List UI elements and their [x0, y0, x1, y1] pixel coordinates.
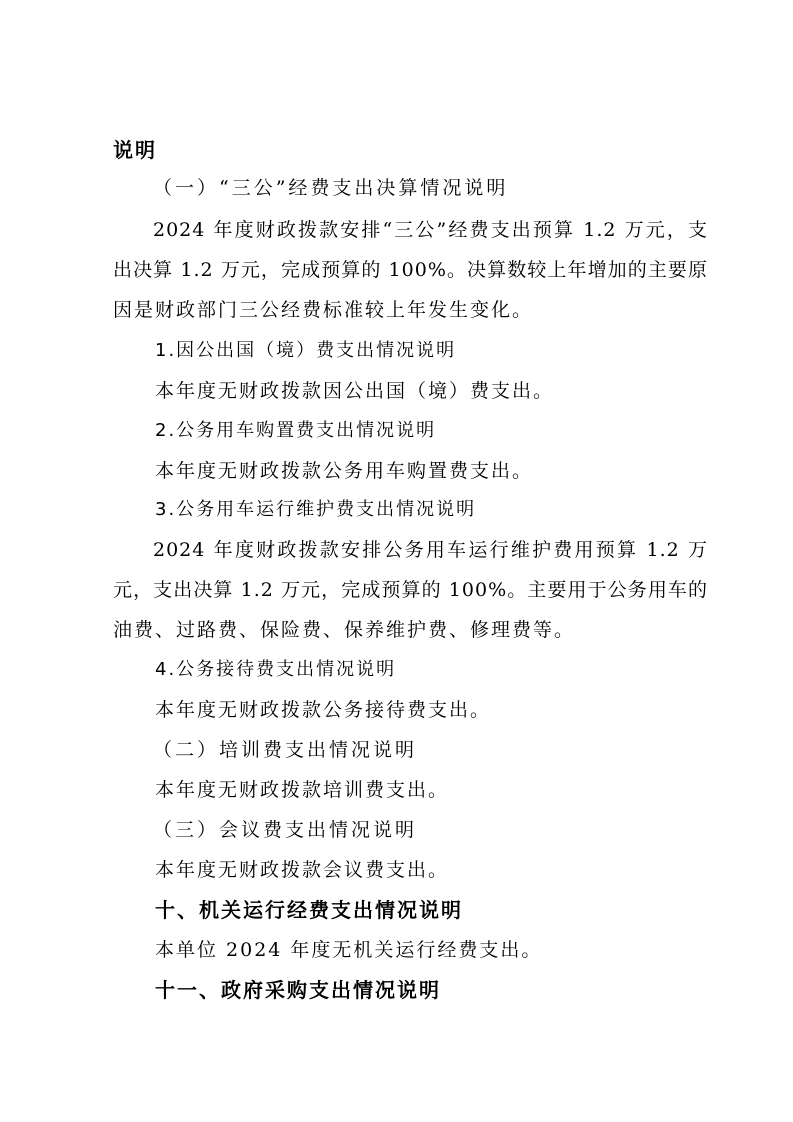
- paragraph-line: 2024 年度财政拨款安排“三公”经费支出预算 1.2 万元，支: [153, 219, 708, 241]
- paragraph-line: 油费、过路费、保险费、保养维护费、修理费等。: [113, 619, 576, 641]
- subsection-heading-meeting: （三）会议费支出情况说明: [153, 819, 418, 841]
- paragraph-line: 元，支出决算 1.2 万元，完成预算的 100%。主要用于公务用车的: [113, 579, 708, 601]
- paragraph-line: 本年度无财政拨款因公出国（境）费支出。: [155, 380, 555, 402]
- section-heading-eleven: 十一、政府采购支出情况说明: [155, 978, 441, 1002]
- paragraph-line: 2024 年度财政拨款安排公务用车运行维护费用预算 1.2 万: [153, 539, 708, 561]
- paragraph-line: 因是财政部门三公经费标准较上年发生变化。: [113, 299, 534, 321]
- item-heading-reception: 4.公务接待费支出情况说明: [155, 659, 397, 680]
- item-heading-overseas: 1.因公出国（境）费支出情况说明: [155, 340, 457, 361]
- section-heading-ten: 十、机关运行经费支出情况说明: [155, 898, 463, 922]
- subsection-heading-training: （二）培训费支出情况说明: [153, 739, 418, 761]
- paragraph-line: 本年度无财政拨款公务接待费支出。: [155, 699, 492, 721]
- item-heading-vehicle-purchase: 2.公务用车购置费支出情况说明: [155, 420, 437, 441]
- paragraph-line: 本年度无财政拨款培训费支出。: [155, 779, 450, 801]
- subsection-heading-three-public: （一）“三公”经费支出决算情况说明: [153, 177, 509, 199]
- paragraph-line: 本单位 2024 年度无机关运行经费支出。: [155, 939, 543, 961]
- paragraph-line: 出决算 1.2 万元，完成预算的 100%。决算数较上年增加的主要原: [113, 259, 708, 281]
- section-title-continued: 说明: [113, 138, 157, 162]
- paragraph-line: 本年度无财政拨款公务用车购置费支出。: [155, 460, 534, 482]
- item-heading-vehicle-operation: 3.公务用车运行维护费支出情况说明: [155, 499, 477, 520]
- paragraph-line: 本年度无财政拨款会议费支出。: [155, 859, 450, 881]
